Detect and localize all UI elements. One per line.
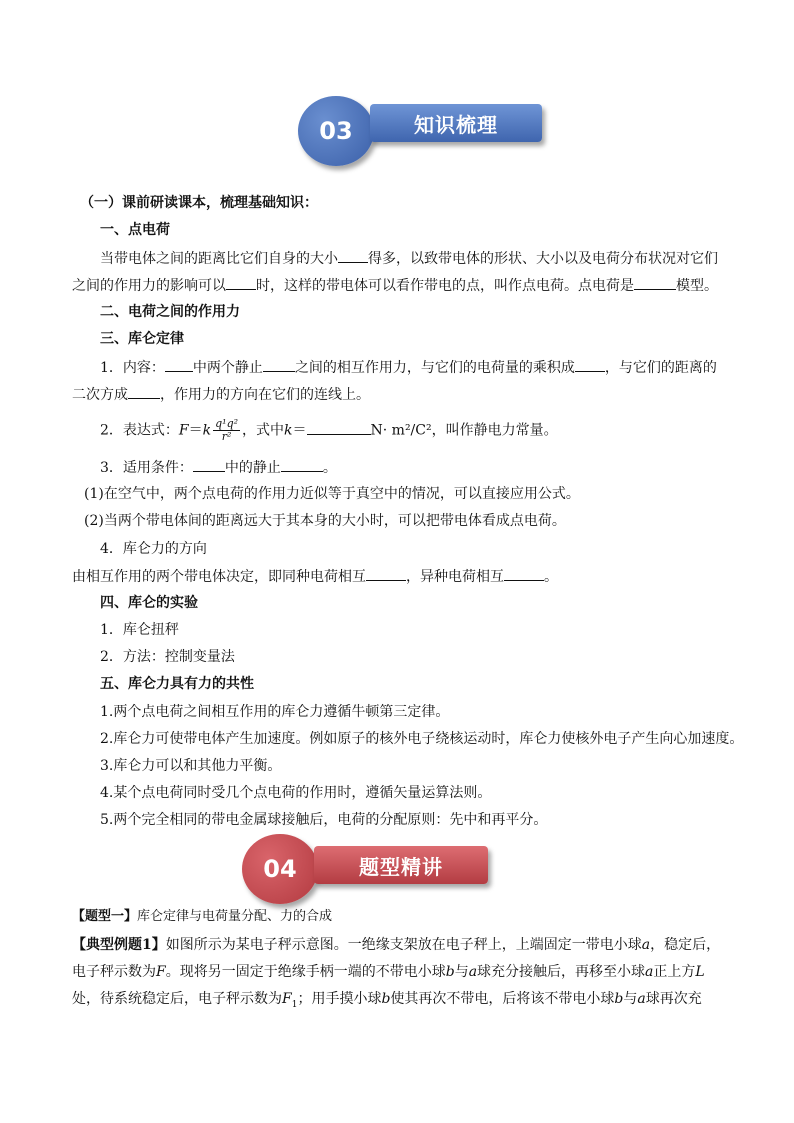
question-type-label: 【题型一】库仑定律与电荷量分配、力的合成 — [72, 909, 333, 924]
property-item-1: 1.两个点电荷之间相互作用的库仑力遵循牛顿第三定律。 — [100, 704, 450, 720]
heading-coulomb-law: 三、库仑定律 — [100, 331, 184, 347]
coulomb-content-1: 1．内容： 中两个静止 之间的相互作用力，与它们的电荷量的乘积成 ，与它们的距离的 — [100, 357, 760, 378]
blank — [263, 357, 295, 372]
property-item-4: 4.某个点电荷同时受几个点电荷的作用时，遵循矢量运算法则。 — [100, 785, 492, 801]
example-line-3: 处，待系统稳定后，电子秤示数为$F_1$；用手摸小球b使其再次不带电，后将该不带电小球b与a球再次充 — [72, 991, 702, 1010]
example-line-2: 电子秤示数为F。现将另一固定于绝缘手柄一端的不带电小球b与a球充分接触后，再移至小球a正上方L — [72, 964, 705, 980]
example-line-1: 【典型例题1】如图所示为某电子秤示意图。一绝缘支架放在电子秤上，上端固定一带电小球a，稳定后， — [72, 937, 721, 953]
banner-number-circle — [242, 834, 318, 904]
blank — [193, 457, 225, 472]
blank — [338, 248, 368, 263]
coulomb-conditions: 3．适用条件： 中的静止 。 — [100, 457, 760, 478]
property-item-3: 3.库仑力可以和其他力平衡。 — [100, 758, 282, 774]
experiment-item-1: 1．库仑扭秤 — [100, 622, 179, 638]
coulomb-direction-text: 由相互作用的两个带电体决定，即同种电荷相互 ，异种电荷相互 。 — [72, 566, 732, 587]
heading-point-charge: 一、点电荷 — [100, 222, 170, 238]
banner-title: 知识梳理 — [414, 112, 498, 137]
banner-title-bar — [370, 104, 542, 142]
section-heading: （一）课前研读课本，梳理基础知识： — [80, 195, 318, 211]
heading-force-properties: 五、库仑力具有力的共性 — [100, 676, 254, 692]
coulomb-direction-heading: 4．库仑力的方向 — [100, 541, 207, 557]
formula-fraction: $\frac{\text{q¹q²}}{\text{r²}}$ — [215, 417, 239, 443]
banner-number: 04 — [263, 855, 297, 883]
banner-number: 03 — [319, 117, 353, 145]
property-item-2: 2.库仑力可使带电体产生加速度。例如原子的核外电子绕核运动时，库仑力使核外电子产生向心加速度。 — [100, 731, 744, 747]
banner-title-bar — [314, 846, 488, 884]
condition-note-1: (1)在空气中，两个点电荷的作用力近似等于真空中的情况，可以直接应用公式。 — [84, 486, 580, 502]
paragraph-point-charge-2: 之间的作用力的影响可以 时，这样的带电体可以看作带电的点，叫作点电荷。点电荷是 模型。 — [72, 275, 732, 296]
blank — [634, 275, 676, 290]
blank — [165, 357, 193, 372]
coulomb-expression: 2．表达式：F＝k $\frac{\text{q¹q²}}{\text{r²}}$ ，式中k＝ N· m²/C²，叫作静电力常量。 — [100, 417, 558, 443]
blank — [226, 275, 256, 290]
blank — [307, 420, 371, 435]
blank — [575, 357, 605, 372]
banner-number-circle — [298, 96, 374, 166]
heading-force-between-charges: 二、电荷之间的作用力 — [100, 304, 240, 320]
experiment-item-2: 2．方法：控制变量法 — [100, 649, 235, 665]
blank — [366, 566, 406, 581]
blank — [281, 457, 323, 472]
coulomb-content-2: 二次方成 ，作用力的方向在它们的连线上。 — [72, 384, 732, 405]
condition-note-2: (2)当两个带电体间的距离远大于其本身的大小时，可以把带电体看成点电荷。 — [84, 513, 566, 529]
property-item-5: 5.两个完全相同的带电金属球接触后，电荷的分配原则：先中和再平分。 — [100, 812, 548, 828]
paragraph-point-charge-1: 当带电体之间的距离比它们自身的大小 得多，以致带电体的形状、大小以及电荷分布状况对它们 — [100, 248, 760, 269]
blank — [128, 384, 160, 399]
banner-title: 题型精讲 — [359, 854, 443, 879]
heading-coulomb-experiment: 四、库仑的实验 — [100, 595, 198, 611]
blank — [504, 566, 544, 581]
